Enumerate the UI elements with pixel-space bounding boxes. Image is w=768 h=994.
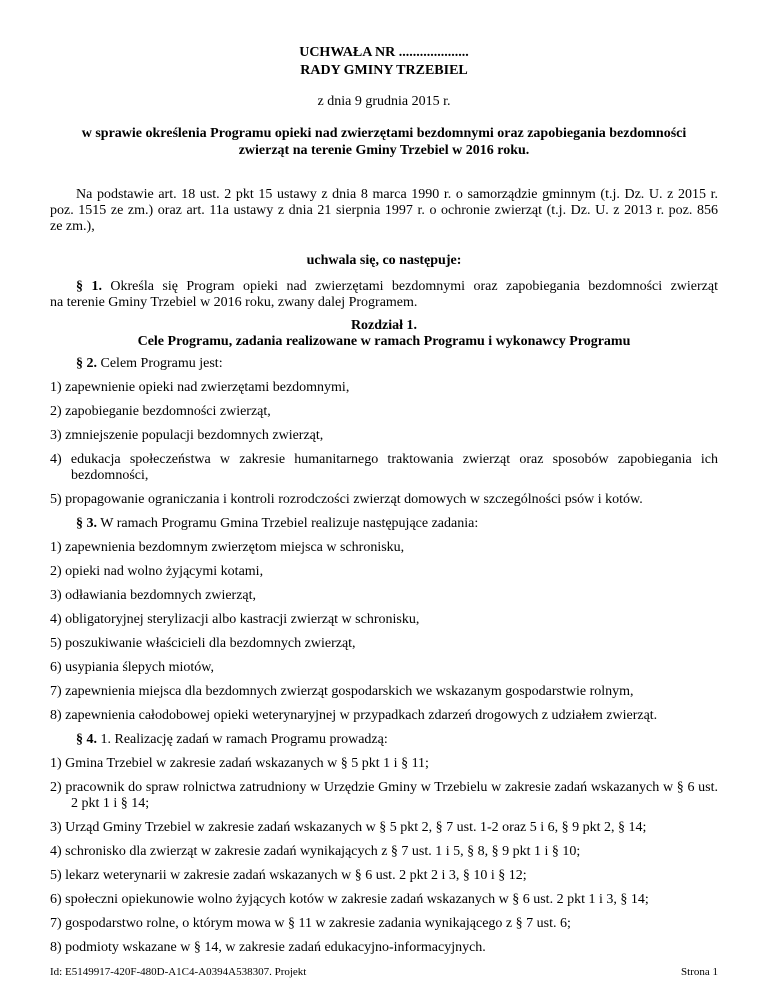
chapter-title: Rozdział 1. — [350, 318, 418, 333]
list-item: 5) poszukiwanie właścicieli dla bezdomnych zwierząt, — [50, 636, 356, 651]
list-item: 3) Urząd Gminy Trzebiel w zakresie zadań wskazanych w § 5 pkt 2, § 7 ust. 1-2 oraz 5 i 6, § 9 pkt 2, § 14; — [50, 820, 647, 835]
list-item: 5) propagowanie ograniczania i kontroli rozrodczości zwierząt domowych w szczególności psów i kotów. — [50, 492, 643, 507]
list-item: 8) zapewnienia całodobowej opieki weterynaryjnej w przypadkach zdarzeń drogowych z udziałem zwierząt. — [50, 708, 658, 723]
preamble-line-3: ze zm.), — [50, 219, 95, 234]
document-id: Id: E5149917-420F-480D-A1C4-A0394A538307. Projekt — [50, 966, 307, 978]
council-name: RADY GMINY TRZEBIEL — [300, 63, 468, 78]
list-item: 2) zapobieganie bezdomności zwierząt, — [50, 404, 271, 419]
section-2-mark: § 2. — [76, 356, 97, 371]
resolution-date: z dnia 9 grudnia 2015 r. — [317, 94, 451, 109]
resolve-statement: uchwala się, co następuje: — [306, 253, 462, 268]
section-1-mark: § 1. — [76, 279, 102, 294]
section-1-line-1 — [50, 279, 718, 295]
preamble-line-1: Na podstawie art. 18 ust. 2 pkt 15 ustawy z dnia 8 marca 1990 r. o samorządzie gminnym (t.j. Dz. U. z 2015 r. — [76, 187, 718, 202]
list-item: 4) edukacja społeczeństwa w zakresie humanitarnego traktowania zwierząt oraz sposobów zapobiegania ich bezdomności, — [50, 452, 718, 483]
list-item: 5) lekarz weterynarii w zakresie zadań wskazanych w § 6 ust. 2 pkt 2 i 3, § 10 i § 12; — [50, 868, 527, 883]
subject-line-1: w sprawie określenia Programu opieki nad zwierzętami bezdomnymi oraz zapobiegania bezdomności — [81, 126, 687, 141]
list-item: 6) społeczni opiekunowie wolno żyjących kotów w zakresie zadań wskazanych w § 6 ust. 2 pkt 1 i 3, § 14; — [50, 892, 649, 907]
resolution-title: UCHWAŁA NR .................... — [299, 45, 469, 60]
section-3-intro: § 3. W ramach Programu Gmina Trzebiel realizuje następujące zadania: — [76, 516, 479, 531]
list-item: 8) podmioty wskazane w § 14, w zakresie zadań edukacyjno-informacyjnych. — [50, 940, 486, 955]
list-item: 2) pracownik do spraw rolnictwa zatrudniony w Urzędzie Gminy w Trzebielu w zakresie zadań wskazanych w § 6 ust. 2 pkt 1 i § 14; — [50, 780, 718, 811]
list-item: 7) zapewnienia miejsca dla bezdomnych zwierząt gospodarskich we wskazanym gospodarstwie rolnym, — [50, 684, 634, 699]
preamble-line-2: poz. 1515 ze zm.) oraz art. 11a ustawy z dnia 21 sierpnia 1997 r. o ochronie zwierząt (t.j. Dz. U. z 2013 r. poz. 856 — [50, 203, 718, 218]
list-item: 1) zapewnienie opieki nad zwierzętami bezdomnymi, — [50, 380, 350, 395]
chapter-subtitle: Cele Programu, zadania realizowane w ramach Programu i wykonawcy Programu — [137, 334, 631, 349]
list-item: 7) gospodarstwo rolne, o którym mowa w § 11 w zakresie zadania wynikającego z § 7 ust. 6; — [50, 916, 571, 931]
section-4-intro: § 4. 1. Realizację zadań w ramach Programu prowadzą: — [76, 732, 388, 747]
section-1-line-2: na terenie Gminy Trzebiel w 2016 roku, zwany dalej Programem. — [50, 295, 418, 310]
list-item: 2) opieki nad wolno żyjącymi kotami, — [50, 564, 264, 579]
list-item: 4) schronisko dla zwierząt w zakresie zadań wynikających z § 7 ust. 1 i 5, § 8, § 9 pkt 1 i § 10; — [50, 844, 581, 859]
section-2-intro: § 2. Celem Programu jest: — [76, 356, 223, 371]
subject-line-2: zwierząt na terenie Gminy Trzebiel w 2016 roku. — [238, 143, 530, 158]
list-item: 1) zapewnienia bezdomnym zwierzętom miejsca w schronisku, — [50, 540, 405, 555]
list-item: 1) Gmina Trzebiel w zakresie zadań wskazanych w § 5 pkt 1 i § 11; — [50, 756, 429, 771]
section-4-mark: § 4. — [76, 732, 97, 747]
page-number: Strona 1 — [681, 966, 718, 978]
section-3-mark: § 3. — [76, 516, 97, 531]
list-item: 6) usypiania ślepych miotów, — [50, 660, 214, 675]
list-item: 4) obligatoryjnej sterylizacji albo kastracji zwierząt w schronisku, — [50, 612, 420, 627]
list-item: 3) zmniejszenie populacji bezdomnych zwierząt, — [50, 428, 324, 443]
section-1-text: Określa się Program opieki nad zwierzętami bezdomnymi oraz zapobiegania bezdomności zwierząt — [101, 279, 719, 294]
list-item: 3) odławiania bezdomnych zwierząt, — [50, 588, 257, 603]
